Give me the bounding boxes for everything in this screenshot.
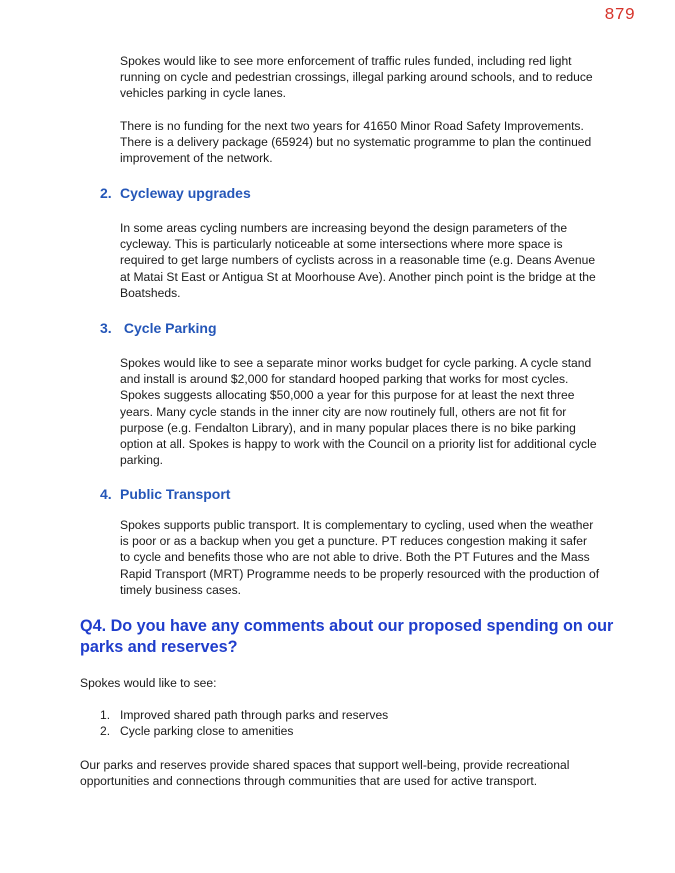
question-heading: Q4. Do you have any comments about our proposed spending on our parks and reserves? bbox=[80, 617, 614, 656]
cycleway-paragraph: In some areas cycling numbers are increasing beyond the design parameters of the cycleway. This is particularly noticeable at some intersections where more space is required to get large numbers of cyclists across in a reasonable time (e.g. Deans Avenue at Matai St East or Antigua St at Moorhouse Ave). Another pinch point is the bridge at the Boatsheds. bbox=[120, 221, 596, 300]
list-number: 2. bbox=[100, 724, 111, 738]
section-number: 2. bbox=[100, 185, 112, 201]
list-text: Improved shared path through parks and reserves bbox=[120, 708, 389, 722]
list-text: Cycle parking close to amenities bbox=[120, 724, 294, 738]
section-heading-parking bbox=[100, 319, 217, 337]
q4-intro: Spokes would like to see: bbox=[80, 676, 217, 690]
section-title: Cycle Parking bbox=[120, 320, 217, 336]
section-number: 3. bbox=[100, 320, 112, 336]
list-number: 1. bbox=[100, 708, 111, 722]
parking-paragraph: Spokes would like to see a separate minor works budget for cycle parking. A cycle stand and install is around $2,000 for standard hooped parking that works for most cycles. Spokes suggests allocating $50,000 a year for this purpose for at least the next three years. Many cycle stands in the inner city are now routinely full, others are not fit for purpose (e.g. Fendalton Library), and in many popular places there is no bike parking option at all. Spokes is happy to work with the Council on a priority list for additional cycle parking. bbox=[120, 356, 597, 468]
section-heading-cycleway bbox=[100, 184, 251, 202]
enforcement-paragraph: Spokes would like to see more enforcement of traffic rules funded, including red light running on cycle and pedestrian crossings, illegal parking around schools, and to reduce vehicles parking in cycle lanes. bbox=[120, 54, 593, 101]
page-number: 879 bbox=[604, 6, 635, 25]
list-item bbox=[100, 707, 388, 723]
section-title: Cycleway upgrades bbox=[120, 185, 251, 201]
section-number: 4. bbox=[100, 486, 112, 502]
parks-paragraph: Our parks and reserves provide shared spaces that support well-being, provide recreational opportunities and connections through communities that are used for active transport. bbox=[80, 758, 570, 789]
list-item bbox=[100, 723, 293, 739]
transport-paragraph: Spokes supports public transport. It is complementary to cycling, used when the weather is poor or as a backup when you get a puncture. PT reduces congestion making it safer to cycle and benefits those who are not able to drive. Both the PT Futures and the Mass Rapid Transport (MRT) Programme needs to be properly resourced with the production of timely business cases. bbox=[120, 518, 600, 597]
section-title: Public Transport bbox=[120, 486, 231, 502]
funding-paragraph: There is no funding for the next two years for 41650 Minor Road Safety Improvements. There is a delivery package (65924) but no systematic programme to plan the continued improvement of the network. bbox=[120, 119, 592, 166]
section-heading-transport bbox=[100, 485, 230, 503]
